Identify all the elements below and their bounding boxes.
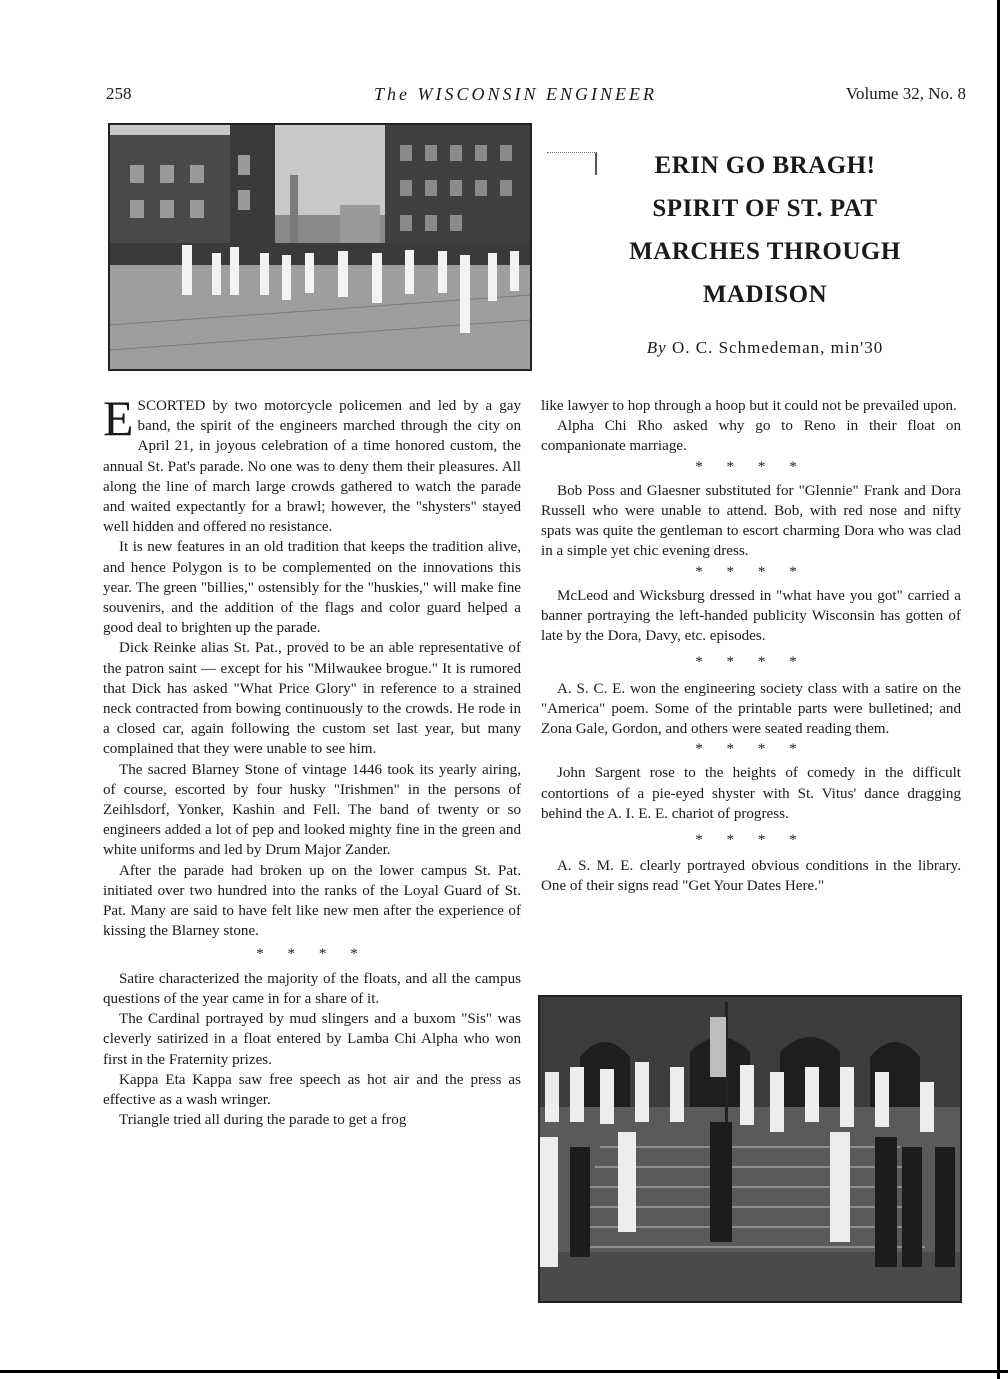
print-mark	[547, 152, 597, 175]
article-paragraph: John Sargent rose to the heights of comedy in the difficult contortions of a pie-eyed shyster with St. Vitus' dance dragging behind the A. I. E. E. chariot of progress.	[541, 765, 961, 822]
running-header	[0, 84, 1008, 110]
section-separator: * * * *	[695, 832, 807, 849]
article-paragraph: It is new features in an old tradition that keeps the tradition alive, and hence Polygon is to be complemented on the innovations this year. The green "billies," ostensibly for the "huskies," will make fine souvenirs, and the addition of the flags and color guard helped a good deal to brighten up the parade.	[103, 539, 521, 637]
byline	[560, 338, 970, 358]
magazine-title: The WISCONSIN ENGINEER	[374, 84, 657, 104]
parade-street-photo	[108, 123, 532, 371]
article-paragraph: Satire characterized the majority of the floats, and all the campus questions of the year came in for a share of it.	[103, 970, 521, 1007]
volume-issue: Volume 32, No. 8	[845, 84, 966, 103]
section-separator: * * * *	[695, 563, 807, 580]
article-paragraph: Dick Reinke alias St. Pat., proved to be an able representative of the patron saint — except for his "Milwaukee brogue." It is rumored that Dick has asked "What Price Glory" in reference to a strained neck contracted from bowing continuously to the crowds. He rode in a closed car, again following the custom set last year, but many complained that they were unable to see him.	[103, 640, 521, 758]
page-number: 258	[106, 84, 132, 103]
section-separator: * * * *	[695, 458, 807, 475]
byline-by: By	[646, 338, 667, 357]
article-paragraph: The sacred Blarney Stone of vintage 1446 took its yearly airing, of course, escorted by four husky "Irishmen" in the persons of Zeihlsdorf, Yonker, Kashin and Fell. The band of twenty or so engineers added a lot of pep and looked mighty fine in the green and white uniforms and led by Drum Major Zander.	[103, 761, 521, 859]
right-column	[541, 396, 961, 897]
left-column	[103, 390, 521, 1130]
drop-cap: E	[103, 390, 134, 446]
article-headline	[560, 144, 970, 316]
headline-line: ERIN GO BRAGH!	[654, 152, 876, 179]
steps-group-photo	[538, 995, 962, 1303]
section-separator: * * * *	[256, 946, 368, 963]
byline-author: O. C. Schmedeman, min'30	[671, 338, 884, 357]
article-paragraph: Triangle tried all during the parade to get a frog	[119, 1112, 407, 1129]
article-paragraph: The Cardinal portrayed by mud slingers and a buxom "Sis" was cleverly satirized in a float entered by Lamba Chi Alpha who won first in the Fraternity prizes.	[103, 1011, 521, 1068]
page-edge-right	[997, 0, 1000, 1379]
headline-line: SPIRIT OF ST. PAT	[652, 195, 878, 222]
headline-line: MADISON	[702, 281, 828, 308]
article-paragraph: ESCORTED by two motorcycle policemen and led by a gay band, the spirit of the engineers marched through the city on April 21, in joyous celebration of a time honored custom, the annual St. Pat's parade. No one was to deny them their pleasures. All along the line of march large crowds gathered to watch the parade and waited expectantly for a brawl; however, the "shysters" stayed well hidden and offered no resistance.	[103, 390, 521, 536]
article-paragraph: After the parade had broken up on the lower campus St. Pat. initiated over two hundred into the ranks of the Loyal Guard of St. Pat. Many are said to have felt like new men after the experience of kissing the Blarney stone.	[103, 862, 521, 940]
article-paragraph: A. S. M. E. clearly portrayed obvious conditions in the library. One of their signs read "Get Your Dates Here."	[541, 858, 961, 895]
section-separator: * * * *	[695, 741, 807, 758]
article-paragraph: like lawyer to hop through a hoop but it could not be prevailed upon.	[541, 398, 957, 414]
article-paragraph: A. S. C. E. won the engineering society class with a satire on the "America" poem. Some of the printable parts were bulletined; and Zona Gale, Gordon, and others were seated reading them.	[541, 680, 961, 738]
section-separator: * * * *	[695, 654, 807, 671]
article-paragraph: McLeod and Wicksburg dressed in "what have you got" carried a banner portraying the left-handed publicity Wisconsin has gotten of late by the Dora, Davy, etc. episodes.	[541, 587, 961, 645]
article-paragraph: Alpha Chi Rho asked why go to Reno in their float on companionate marriage.	[541, 418, 961, 455]
headline-line: MARCHES THROUGH	[629, 238, 901, 265]
article-paragraph: Kappa Eta Kappa saw free speech as hot air and the press as effective as a wash wringer.	[103, 1071, 521, 1108]
page-edge-bottom	[0, 1370, 1008, 1373]
article-paragraph: Bob Poss and Glaesner substituted for "Glennie" Frank and Dora Russell who were unable to attend. Bob, with red nose and nifty spats was quite the gentleman to escort charming Dora who was clad in a simple yet chic evening dress.	[541, 482, 961, 560]
